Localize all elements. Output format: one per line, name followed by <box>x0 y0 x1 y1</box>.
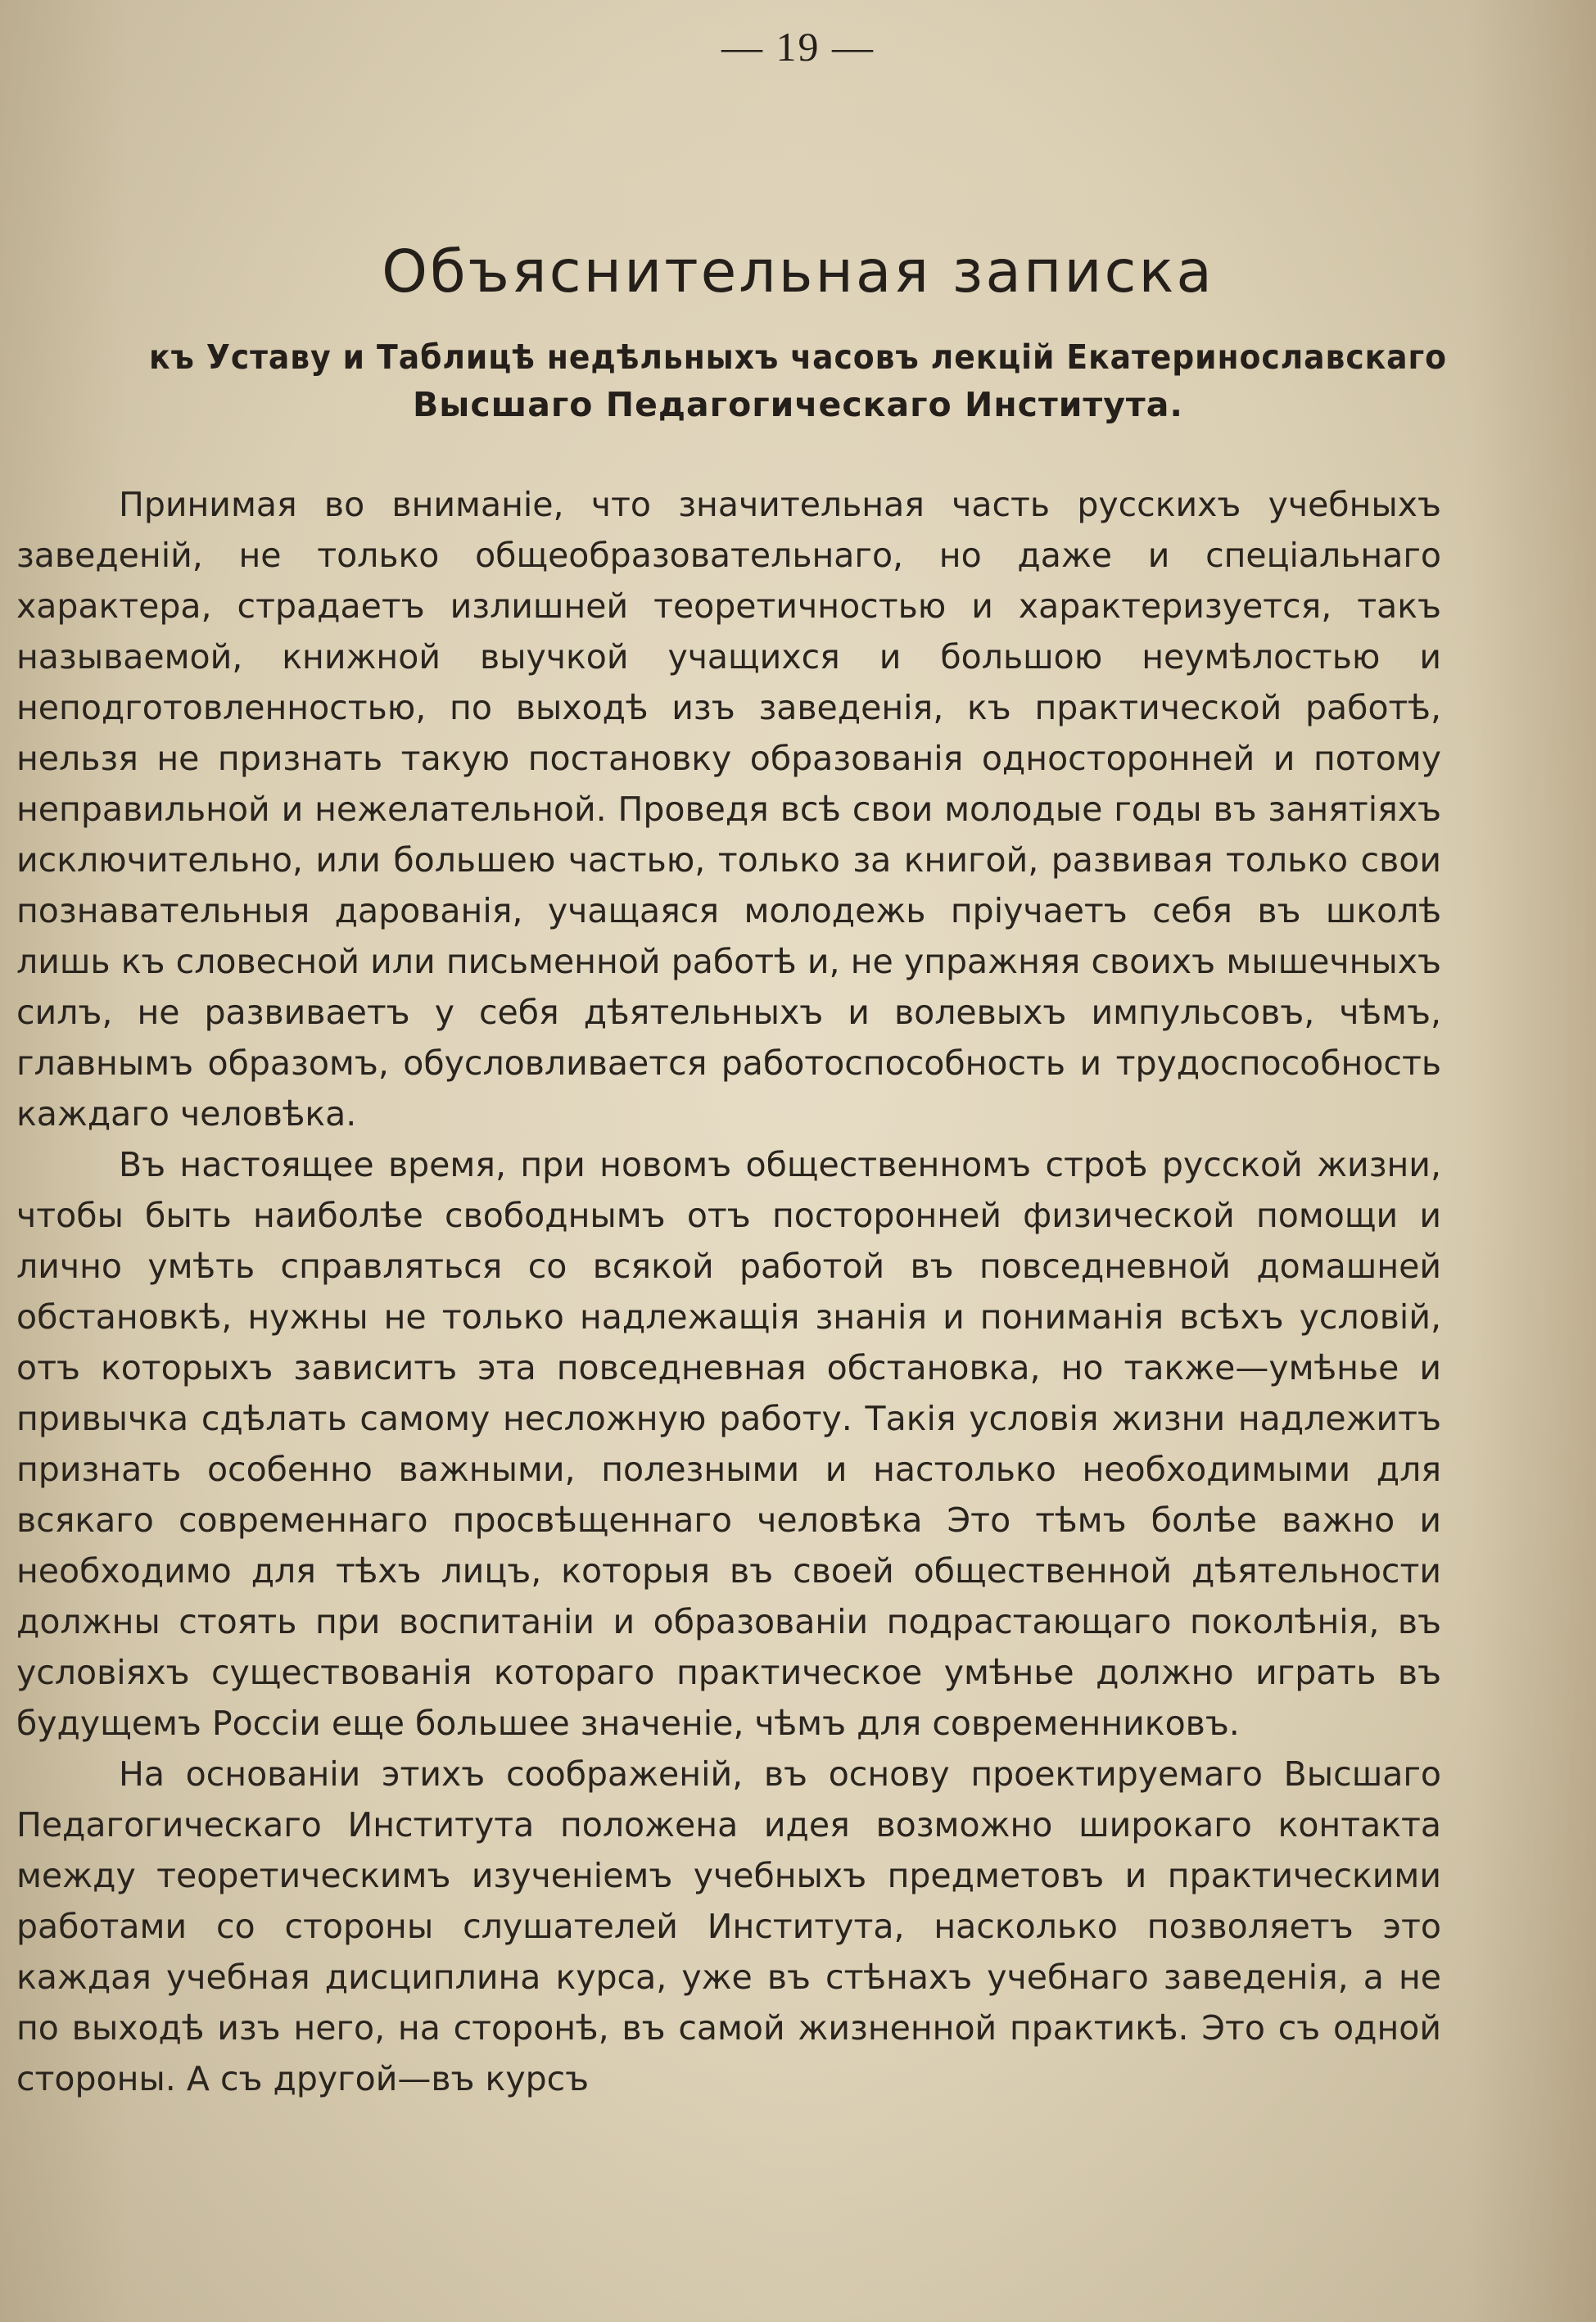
paragraph-2: Въ настоящее время, при новомъ общественномъ строѣ русской жизни, чтобы быть наиболѣе свободнымъ отъ посторонней физической помощи и лично умѣть справляться со всякой работой въ повседневной домашней обстановкѣ, нужны не только надлежащія знанія и пониманія всѣхъ условій, отъ которыхъ зависитъ эта повседневная обстановка, но также—умѣнье и привычка сдѣлать самому несложную работу. Такія условія жизни надлежитъ признать особенно важными, полезными и настолько необходимыми для всякаго современнаго просвѣщеннаго человѣка Это тѣмъ болѣе важно и необходимо для тѣхъ лицъ, которыя въ своей общественной дѣятельности должны стоять при воспитаніи и образованіи подрастающаго поколѣнія, въ условіяхъ существованія котораго практическое умѣнье должно играть въ будущемъ Россіи еще большее значеніе, чѣмъ для современниковъ. <box>16 1145 1441 1743</box>
paragraph-3: На основаніи этихъ соображеній, въ основу проектируемаго Высшаго Педагогическаго Института положена идея возможно широкаго контакта между теоретическимъ изученіемъ учебныхъ предметовъ и практическими работами со стороны слушателей Института, насколько позволяетъ это каждая учебная дисциплина курса, уже въ стѣнахъ учебнаго заведенія, а не по выходѣ изъ него, на сторонѣ, въ самой жизненной практикѣ. Это съ одной стороны. А съ другой—въ курсъ <box>16 1754 1441 2098</box>
document-title: Объяснительная записка <box>382 238 1214 306</box>
document-subtitle-line-1: къ Уставу и Таблицѣ недѣльныхъ часовъ лекцій Екатеринославскаго <box>149 337 1447 377</box>
body-text <box>16 479 1441 2104</box>
paragraph-1: Принимая во вниманіе, что значительная часть русскихъ учебныхъ заведеній, не только общеобразовательнаго, но даже и спеціальнаго характера, страдаетъ излишней теоретичностью и характеризуется, такъ называемой, книжной выучкой учащихся и большою неумѣлостью и неподготовленностью, по выходѣ изъ заведенія, къ практической работѣ, нельзя не признать такую постановку образованія односторонней и потому неправильной и нежелательной. Проведя всѣ свои молодые годы въ занятіяхъ исключительно, или большею частью, только за книгой, развивая только свои познавательныя дарованія, учащаяся молодежь пріучаетъ себя въ школѣ лишь къ словесной или письменной работѣ и, не упражняя своихъ мышечныхъ силъ, не развиваетъ у себя дѣятельныхъ и волевыхъ импульсовъ, чѣмъ, главнымъ образомъ, обусловливается работоспособность и трудоспособность каждаго человѣка. <box>16 485 1441 1134</box>
page-number: — 19 — <box>721 24 875 70</box>
document-subtitle-line-2: Высшаго Педагогическаго Института. <box>413 385 1183 424</box>
